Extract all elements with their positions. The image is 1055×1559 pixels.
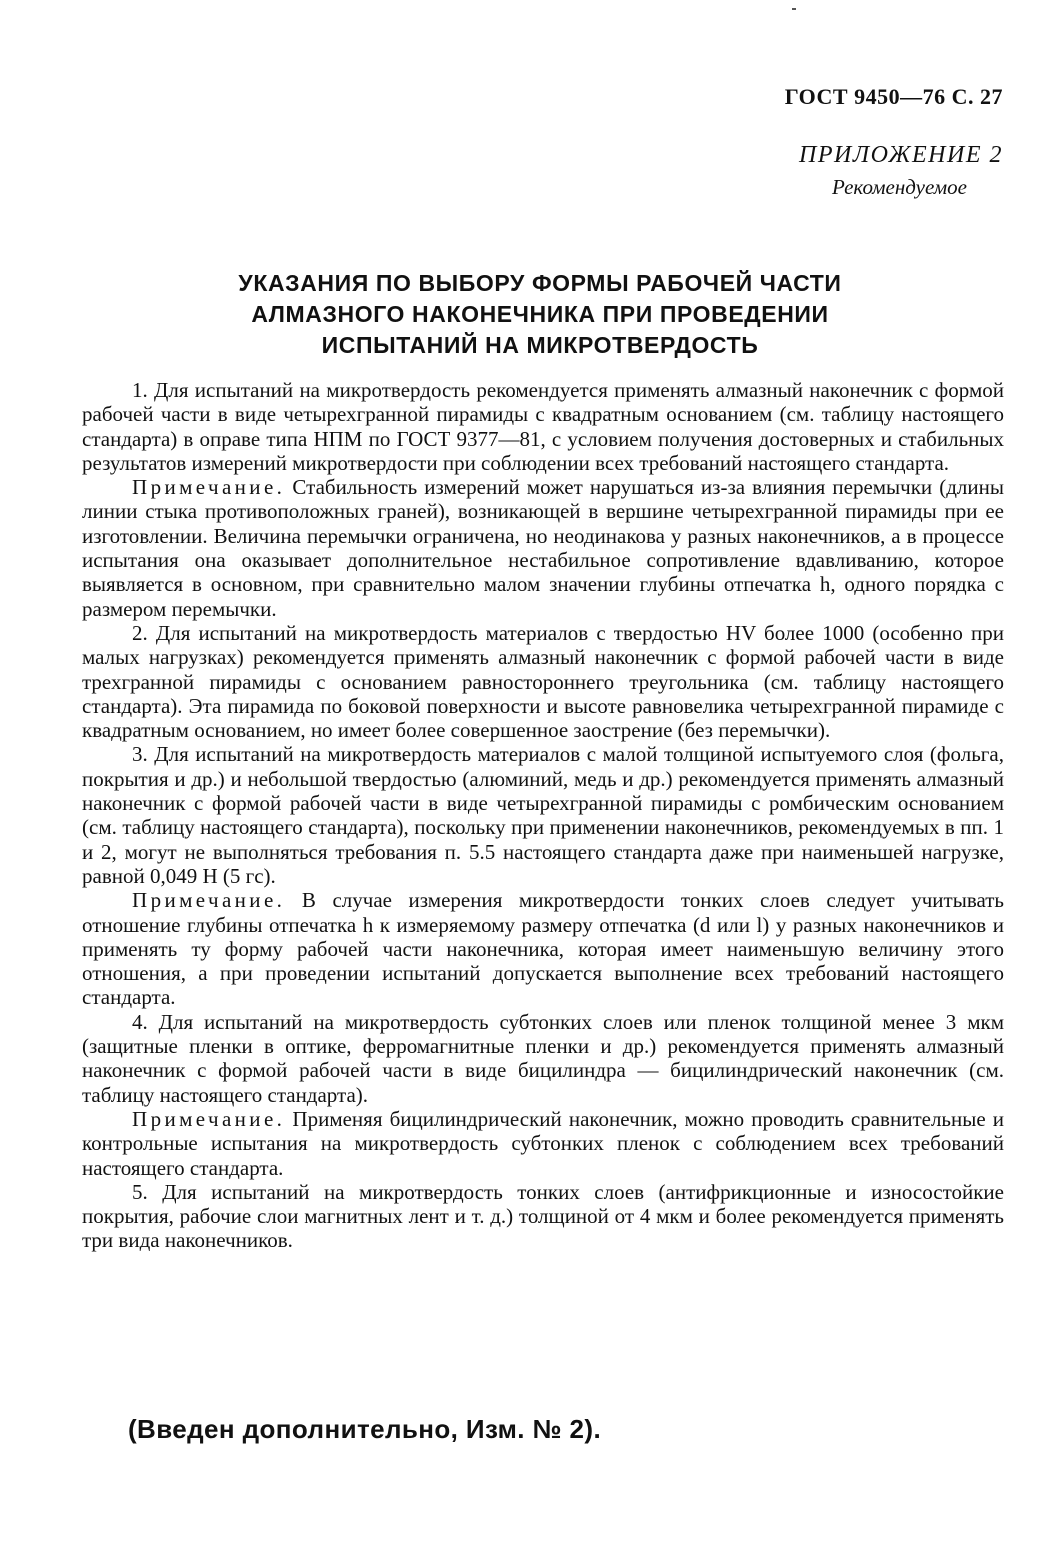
paragraph-1: 1. Для испытаний на микротвердость рекомендуется применять алмазный наконечник с формой рабочей части в виде четырехгранной пирамиды с квадратным основанием (см. таблицу настоящего стандарта) в оправе типа НПМ по ГОСТ 9377—81, с условием получения достоверных и стабильных результатов измерений микротвердости при соблюдении всех требований настоящего стандарта. [82,378,1004,475]
appendix-block [799,142,1003,200]
document-title [0,268,1055,361]
note-1-text: Стабильность измерений может нарушаться из-за влияния перемычки (длины линии стыка противоположных граней), возникающей в вершине четырехгранной пирамиды при ее изготовлении. Величина перемычки ограничена, но неодинакова у разных наконечников, а в процессе испытания она оказывает дополнительное нестабильное сопротивление вдавливанию, которое выявляется в основном, при сравнительно малом значении глубины отпечатка h, одного порядка с размером перемычки. [82,475,1004,621]
note-1-label: Примечание. [132,475,286,500]
note-2-label: Примечание. [132,888,286,913]
amendment-note: (Введен дополнительно, Изм. № 2). [128,1414,602,1444]
paragraph-5: 5. Для испытаний на микротвердость тонких слоев (антифрикционные и износостойкие покрытия, рабочие слои магнитных лент и т. д.) толщиной от 4 мкм и более рекомендуется применять три вида наконечников. [82,1179,1004,1253]
title-line-3: ИСПЫТАНИЙ НА МИКРОТВЕРДОСТЬ [321,332,759,358]
title-line-2: АЛМАЗНОГО НАКОНЕЧНИКА ПРИ ПРОВЕДЕНИИ [251,301,829,327]
scan-speck [792,8,796,10]
note-3-label: Примечание. [132,1106,286,1131]
note-1 [82,475,1004,621]
appendix-subtitle: Рекомендуемое [832,175,967,199]
body-text [82,378,1004,1253]
paragraph-4: 4. Для испытаний на микротвердость субтонких слоев или пленок толщиной менее 3 мкм (защитные пленки в оптике, ферромагнитные пленки и др.) рекомендуется применять алмазный наконечник с формой рабочей части в виде бицилиндра — бицилиндрический наконечник (см. таблицу настоящего стандарта). [82,1009,1004,1107]
title-line-1: УКАЗАНИЯ ПО ВЫБОРУ ФОРМЫ РАБОЧЕЙ ЧАСТИ [238,270,842,296]
note-3 [82,1107,1004,1180]
note-3-text: Применяя бицилиндрический наконечник, можно проводить сравнительные и контрольные испытания на микротвердость субтонких пленок с соблюдением всех требований настоящего стандарта. [82,1106,1004,1180]
note-2-text: В случае измерения микротвердости тонких слоев следует учитывать отношение глубины отпечатка h к измеряемому размеру отпечатка (d или l) у разных наконечников и применять ту форму рабочей части наконечника, которая имеет наименьшую величину этого отношения, а при проведении испытаний допускается выполнение всех требований настоящего стандарта. [82,888,1004,1010]
paragraph-2: 2. Для испытаний на микротвердость материалов с твердостью HV более 1000 (особенно при малых нагрузках) рекомендуется применять алмазный наконечник с формой рабочей части в виде трехгранной пирамиды с основанием равностороннего треугольника (см. таблицу настоящего стандарта). Эта пирамида по боковой поверхности и высоте равновелика четырехгранной пирамиде с квадратным основанием, но имеет более совершенное заострение (без перемычки). [82,620,1004,743]
note-2 [82,888,1004,1009]
paragraph-3: 3. Для испытаний на микротвердость материалов с малой толщиной испытуемого слоя (фольга, покрытия и др.) и небольшой твердостью (алюминий, медь и др.) рекомендуется применять алмазный наконечник с формой рабочей части в виде четырехгранной пирамиды с ромбическим основанием (см. таблицу настоящего стандарта), поскольку при применении наконечников, рекомендуемых в пп. 1 и 2, могут не выполняться требования п. 5.5 настоящего стандарта даже при наименьшей нагрузке, равной 0,049 Н (5 гс). [82,742,1004,888]
page-header-code: ГОСТ 9450—76 С. 27 [784,84,1003,109]
appendix-title: ПРИЛОЖЕНИЕ 2 [799,142,1003,168]
